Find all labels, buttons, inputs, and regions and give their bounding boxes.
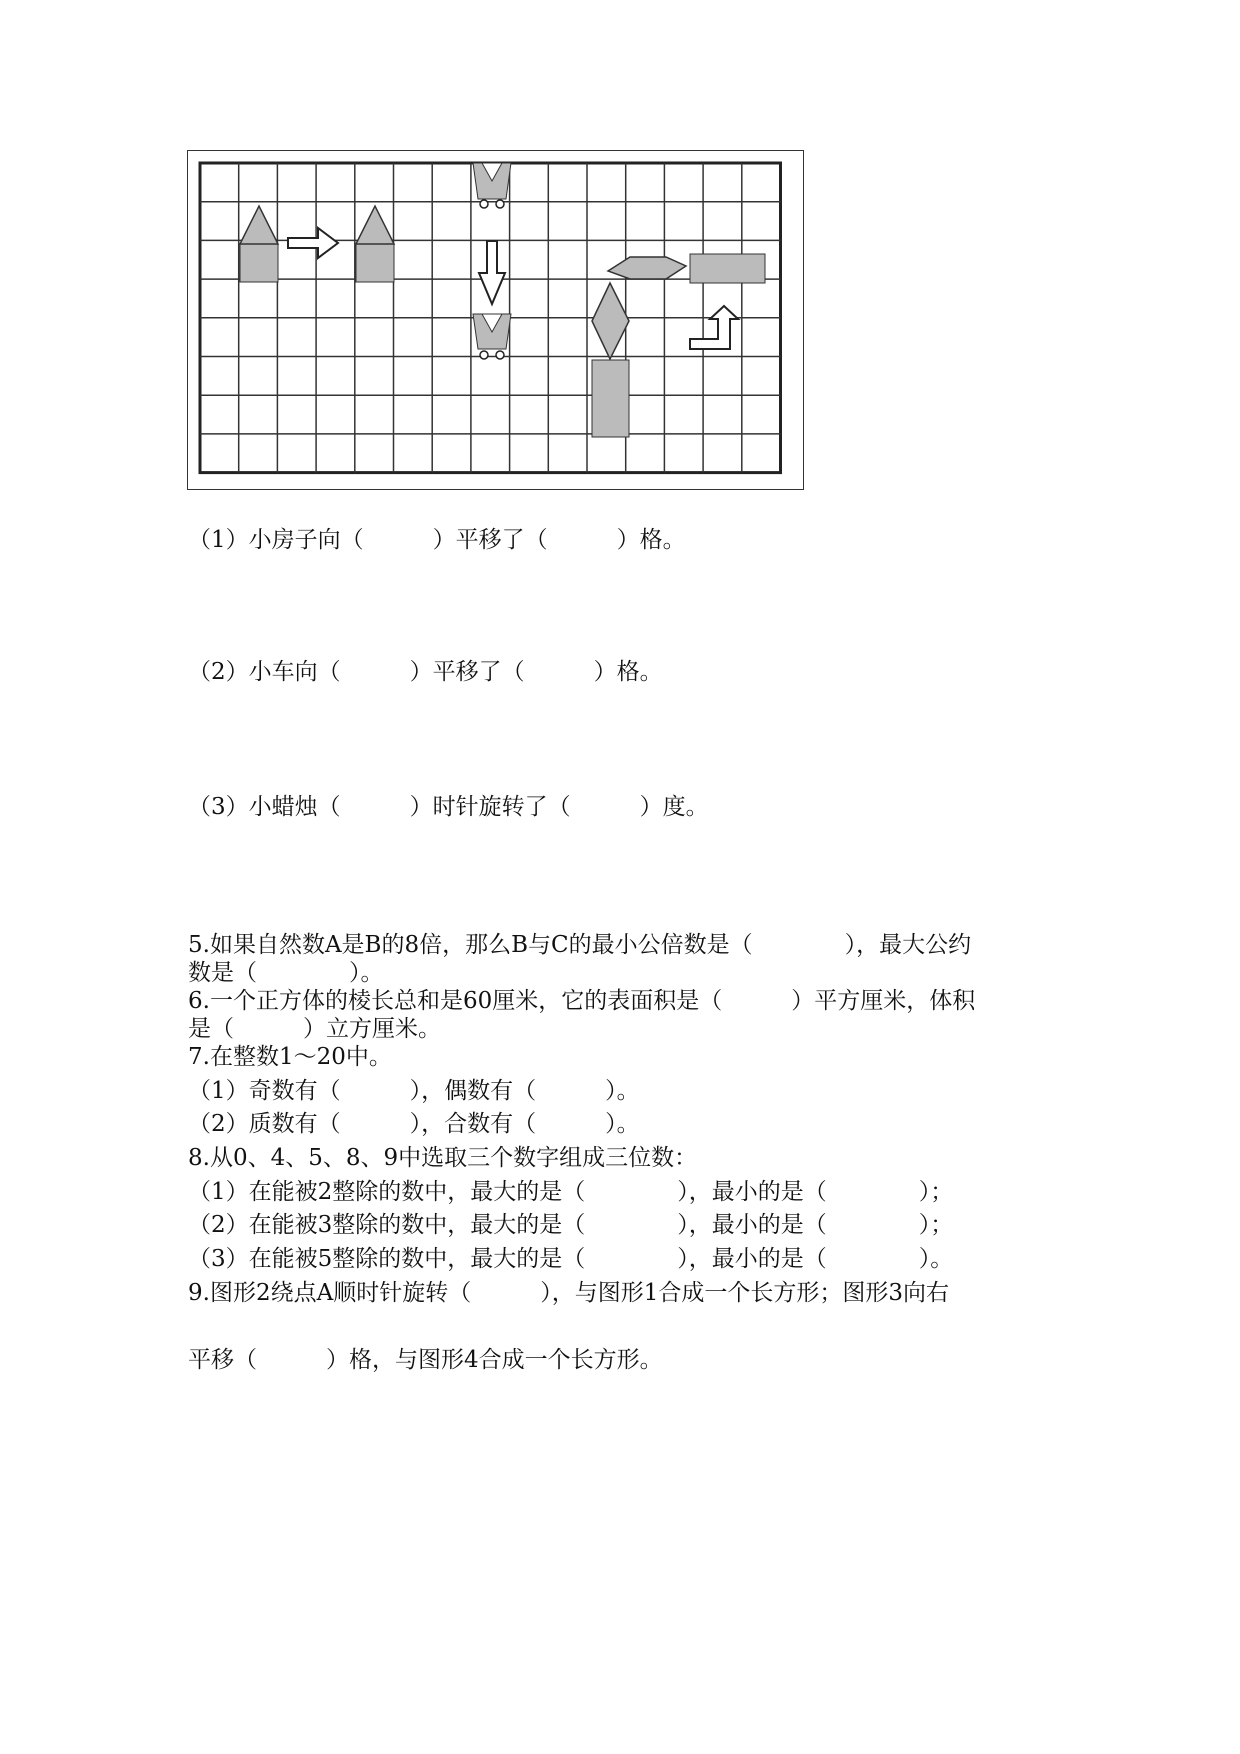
candle-original-shape	[592, 283, 629, 437]
grid-diagram	[188, 151, 805, 491]
question-7-title: 7.在整数1～20中。	[188, 1044, 392, 1070]
arrow-right-icon	[288, 228, 338, 258]
question-6-line1: 6.一个正方体的棱长总和是60厘米，它的表面积是（ ）平方厘米，体积	[188, 988, 976, 1014]
question-4-2: （2）小车向（ ）平移了（ ）格。	[188, 659, 663, 685]
question-9-line2: 平移（ ）格，与图形4合成一个长方形。	[188, 1347, 663, 1373]
question-8-3: （3）在能被5整除的数中，最大的是（ ），最小的是（ ）。	[188, 1246, 954, 1272]
house-original-shape	[240, 206, 278, 282]
arrow-down-icon	[479, 241, 505, 304]
transformation-grid-figure	[187, 150, 804, 490]
question-4-1: （1）小房子向（ ）平移了（ ）格。	[188, 527, 686, 553]
candle-rotated-shape	[608, 251, 765, 283]
question-5-line2: 数是（ ）。	[188, 960, 384, 986]
question-9-line1: 9.图形2绕点A顺时针旋转（ ），与图形1合成一个长方形；图形3向右	[188, 1280, 949, 1306]
question-4-3: （3）小蜡烛（ ）时针旋转了（ ）度。	[188, 794, 709, 820]
question-7-2: （2）质数有（ ），合数有（ ）。	[188, 1111, 640, 1137]
question-6-line2: 是（ ）立方厘米。	[188, 1016, 441, 1042]
question-5-line1: 5.如果自然数A是B的8倍，那么B与C的最小公倍数是（ ），最大公约	[188, 932, 972, 958]
question-7-1: （1）奇数有（ ），偶数有（ ）。	[188, 1078, 640, 1104]
question-8-2: （2）在能被3整除的数中，最大的是（ ），最小的是（ ）；	[188, 1212, 954, 1238]
turn-arrow-icon	[690, 306, 738, 349]
question-8-1: （1）在能被2整除的数中，最大的是（ ），最小的是（ ）；	[188, 1179, 954, 1205]
house-translated-shape	[356, 206, 394, 282]
car-translated-shape	[473, 314, 511, 359]
question-8-title: 8.从0、4、5、8、9中选取三个数字组成三位数：	[188, 1145, 698, 1171]
